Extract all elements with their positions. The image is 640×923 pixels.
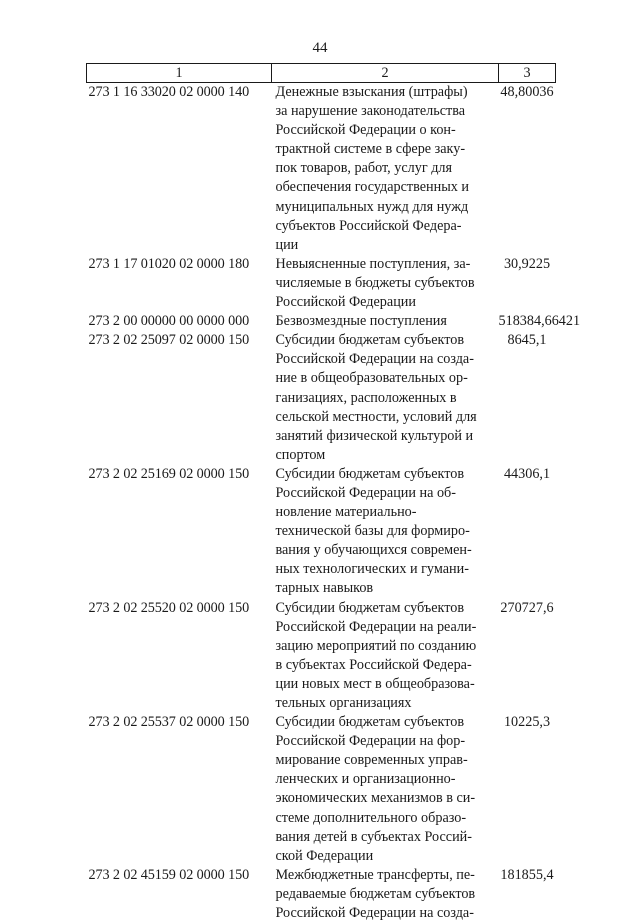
revenue-description: Невыясненные поступления, за- числяемые в бюджеты субъектов Российской Федерации <box>275 255 475 311</box>
budget-code: 273 2 02 45159 02 0000 150 <box>88 866 250 883</box>
budget-code: 273 2 02 25169 02 0000 150 <box>88 465 250 482</box>
revenue-description: Межбюджетные трансферты, пе- редаваемые бюджетам субъектов Российской Федерации на созда- <box>275 866 476 922</box>
table-row <box>87 713 556 866</box>
table-row <box>87 255 556 312</box>
table-row <box>87 312 556 331</box>
budget-code: 273 2 02 25520 02 0000 150 <box>88 599 250 616</box>
revenue-table <box>86 63 581 923</box>
amount-value: 10225,3 <box>503 714 551 731</box>
budget-code: 273 2 02 25097 02 0000 150 <box>88 332 250 349</box>
table-row <box>87 83 556 255</box>
amount-value: 44306,1 <box>503 465 551 482</box>
revenue-description: Субсидии бюджетам субъектов Российской Федерации на фор- мирование современных управ- ленческих и организационно- экономических механизмов в си- стеме дополнительного образо- вания детей в субъектах Россий- ской Федерации <box>275 714 476 864</box>
column-header-amount: 3 <box>499 64 556 83</box>
budget-code: 273 1 16 33020 02 0000 140 <box>88 84 250 100</box>
amount-value: 270727,6 <box>500 599 554 616</box>
table-row <box>87 465 556 599</box>
budget-code: 273 1 17 01020 02 0000 180 <box>88 255 250 272</box>
amount-value: 8645,1 <box>507 332 547 349</box>
table-row <box>87 866 556 923</box>
amount-value: 30,9225 <box>503 255 551 272</box>
table-row <box>87 331 556 465</box>
table-header-row <box>87 64 556 83</box>
amount-value: 181855,4 <box>500 866 554 883</box>
revenue-description: Денежные взыскания (штрафы) за нарушение законодательства Российской Федерации о кон- трактной системе в сфере заку- пок товаров, работ, услуг для обеспечения государственных и муниципальных нужд для нужд субъектов Российской Федера- ции <box>275 84 469 253</box>
amount-value: 48,80036 <box>500 84 554 100</box>
revenue-description: Субсидии бюджетам субъектов Российской Федерации на об- новление материально- технической базы для формиро- вания у обучающихся современ- ных технологических и гумани- тарных навыков <box>275 465 472 597</box>
table-row <box>87 599 556 714</box>
column-header-description: 2 <box>272 64 499 83</box>
budget-code: 273 2 00 00000 00 0000 000 <box>88 313 250 330</box>
column-header-code: 1 <box>87 64 272 83</box>
page-number: 44 <box>312 40 328 56</box>
revenue-description: Субсидии бюджетам субъектов Российской Федерации на созда- ние в общеобразовательных ор- ганизациях, расположенных в сельской местности, условий для занятий физической культурой и спортом <box>275 332 477 463</box>
revenue-description: Субсидии бюджетам субъектов Российской Федерации на реали- зацию мероприятий по созданию в субъектах Российской Федера- ции новых мест в общеобразова- тельных организациях <box>275 599 477 711</box>
amount-value: 518384,66421 <box>498 313 581 330</box>
revenue-description: Безвозмездные поступления <box>275 313 447 330</box>
budget-code: 273 2 02 25537 02 0000 150 <box>88 714 250 731</box>
